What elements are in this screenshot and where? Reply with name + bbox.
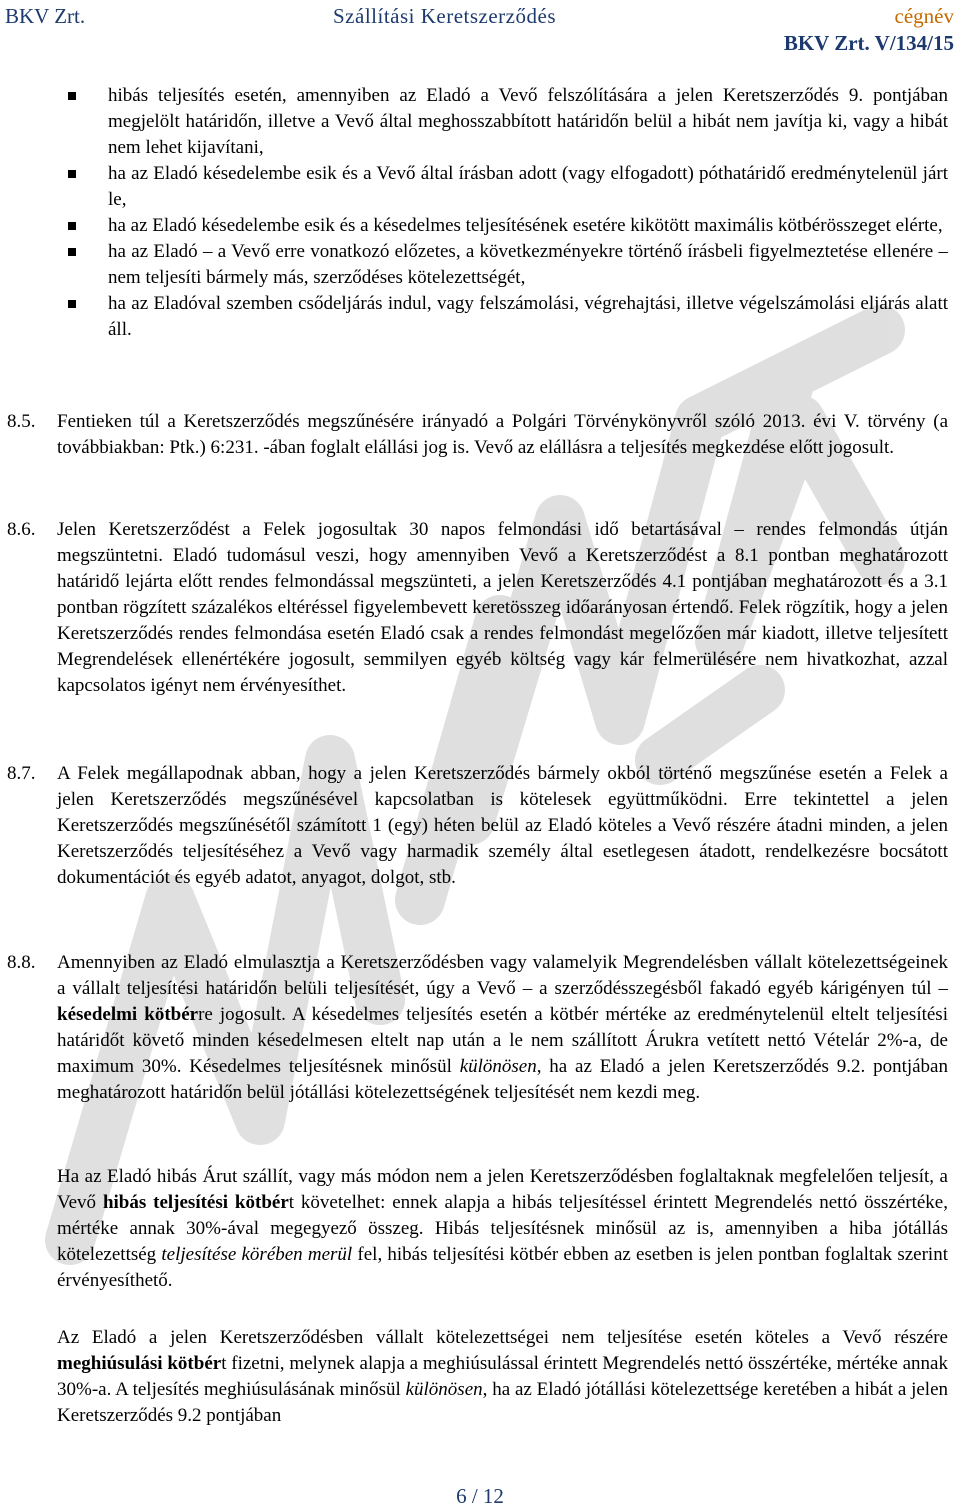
square-bullet-icon bbox=[68, 300, 76, 308]
defective-penalty-term: hibás teljesítési kötbér bbox=[102, 1192, 289, 1213]
page-header bbox=[0, 0, 960, 60]
list-item: ha az Eladó – a Vevő erre vonatkozó előzetes, a következményekre történő írásbeli figyelmeztetése ellenére – nem teljesíti bármely más, szerződéses kötelezettségét, bbox=[63, 239, 948, 291]
termination-conditions-list bbox=[63, 83, 948, 343]
list-item: ha az Eladó késedelembe esik és a késedelmes teljesítésének esetére kikötött maximális kötbérösszeget elérte, bbox=[63, 213, 948, 239]
section-text: Jelen Keretszerződést a Felek jogosultak 30 napos felmondási idő betartásával – rendes felmondás útján megszüntetni. Eladó tudomásul veszi, hogy amennyiben Vevő a Keretszerződést a 8.1 pontban meghatározott határidő lejárta előtt rendes felmondással megszünteti, a jelen Keretszerződés 4.1 pontjában meghatározott és a 3.1 pontban rögzített százalékos eltéréssel figyelembevett keretösszeg időarányosan értendő. Felek rögzítik, hogy a jelen Keretszerződés rendes felmondása esetén Eladó csak a rendes felmondást megelőzően már kiadott, illetve teljesített Megrendelések ellenértékére jogosult, semmilyen egyéb költség vagy kár felmerülésére nem hivatkozhat, azzal kapcsolatos igényt nem érvényesíthet. bbox=[57, 519, 948, 696]
header-company: BKV Zrt. bbox=[5, 4, 86, 28]
section-8-5 bbox=[7, 409, 948, 461]
section-number: 8.7. bbox=[7, 763, 36, 784]
square-bullet-icon bbox=[68, 248, 76, 256]
header-reference: BKV Zrt. V/134/15 bbox=[783, 31, 954, 55]
square-bullet-icon bbox=[68, 92, 76, 100]
late-penalty-term: késedelmi kötbér bbox=[57, 1004, 199, 1025]
section-text: Fentieken túl a Keretszerződés megszűnésére irányadó a Polgári Törvénykönyvről szóló 2013. évi V. törvény (a továbbiakban: Ptk.) 6:231. -ában foglalt elállási jog is. Vevő az elállásra a teljesítés megkezdése előtt jogosult. bbox=[57, 411, 948, 458]
page-number: 6 / 12 bbox=[456, 1484, 504, 1508]
section-8-6 bbox=[7, 517, 948, 699]
square-bullet-icon bbox=[68, 170, 76, 178]
failure-penalty-term: meghiúsulási kötbér bbox=[57, 1353, 222, 1374]
square-bullet-icon bbox=[68, 222, 76, 230]
list-item: ha az Eladó késedelembe esik és a Vevő által írásban adott (vagy elfogadott) póthatáridő eredménytelenül járt le, bbox=[63, 161, 948, 213]
section-number: 8.8. bbox=[7, 952, 36, 973]
header-document-title: Szállítási Keretszerződés bbox=[333, 4, 556, 28]
list-item: hibás teljesítés esetén, amennyiben az Eladó a Vevő felszólítására a jelen Keretszerződés 9. pontjában megjelölt határidőn, illetve a Vevő által meghosszabbított határidőn belül a hibát nem javítja ki, vagy a hibát nem lehet kijavítani, bbox=[63, 83, 948, 161]
section-8-8 bbox=[7, 950, 948, 1106]
section-8-7 bbox=[7, 761, 948, 891]
section-number: 8.6. bbox=[7, 519, 36, 540]
paragraph-defective-penalty: Ha az Eladó hibás Árut szállít, vagy más módon nem a jelen Keretszerződésben foglaltaknak megfelelően teljesít, a Vevő hibás teljesítési kötbért követelhet: ennek alapja a hibás teljesítéssel érintett Megrendelés nettó összértéke, mértéke annak 30%-ával megegyező összeg. Hibás teljesítésnek minősül az is, amennyiben a hiba jótállás kötelezettség teljesítése körében merül fel, hibás teljesítési kötbér ebben az esetben is jelen pontban foglaltak szerint érvényesíthető. bbox=[57, 1166, 948, 1291]
paragraph-failure-penalty: Az Eladó a jelen Keretszerződésben vállalt kötelezettségei nem teljesítése esetén köteles a Vevő részére meghiúsulási kötbért fizetni, melynek alapja a meghiúsulással érintett Megrendelés nettó összértéke, mértéke annak 30%-a. A teljesítés meghiúsulásának minősül különösen, ha az Eladó jótállási kötelezettsége keretében a hibát a jelen Keretszerződés 9.2 pontjában bbox=[57, 1327, 949, 1426]
section-number: 8.5. bbox=[7, 411, 36, 432]
list-item: ha az Eladóval szemben csődeljárás indul, vagy felszámolási, végrehajtási, illetve végelszámolási eljárás alatt áll. bbox=[63, 291, 948, 343]
section-text: A Felek megállapodnak abban, hogy a jelen Keretszerződés bármely okból történő megszűnése esetén a Felek a jelen Keretszerződés megszűnésével kapcsolatban is kötelesek együttműködni. Erre tekintettel a jelen Keretszerződés megszűnésétől számított 1 (egy) héten belül az Eladó köteles a Vevő részére átadni minden, a jelen Keretszerződés teljesítéséhez a Vevő vagy harmadik személy által esetlegesen átadott, rendelkezésre bocsátott dokumentációt és egyéb adatot, anyagot, dolgot, stb. bbox=[57, 763, 948, 888]
section-paragraph-late-penalty: Amennyiben az Eladó elmulasztja a Keretszerződésben vagy valamelyik Megrendelésben vállalt kötelezettségeinek a vállalt teljesítési határidőn belüli teljesítését, úgy a Vevő – a szerződésszegésből fakadó egyéb kárigényen túl – késedelmi kötbérre jogosult. A késedelmes teljesítés esetén a kötbér mértéke az eredménytelenül eltelt teljesítési határidőt követő minden késedelmesen eltelt nap után a le nem szállított Árukra vetített nettó Vételár 2%-a, de maximum 30%. Késedelmes teljesítésnek minősül különösen, ha az Eladó a jelen Keretszerződés 9.2. pontjában meghatározott határidőn belül jótállási kötelezettségének teljesítését nem kezdi meg. bbox=[57, 952, 948, 1103]
header-company-name-field: cégnév bbox=[894, 4, 954, 28]
